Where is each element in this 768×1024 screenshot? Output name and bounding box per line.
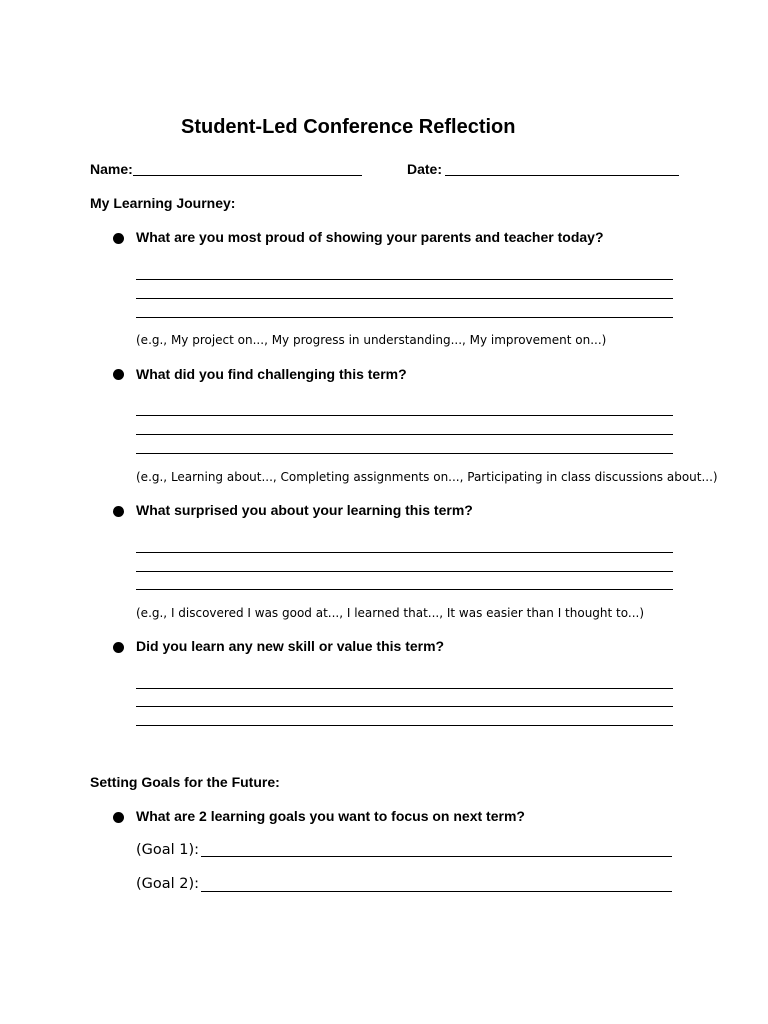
answer-line[interactable] (136, 571, 673, 572)
date-label: Date: (407, 161, 443, 177)
answer-line[interactable] (136, 688, 673, 689)
bullet-icon (113, 812, 124, 823)
answer-line[interactable] (136, 317, 673, 318)
bullet-icon (113, 233, 124, 244)
bullet-icon (113, 369, 124, 380)
goals-heading: Setting Goals for the Future: (90, 774, 280, 790)
example-hint: (e.g., Learning about..., Completing assignments on..., Participating in class discussions about...) (136, 470, 718, 484)
answer-line[interactable] (136, 415, 673, 416)
question-surprised: What surprised you about your learning this term? (136, 502, 473, 518)
name-field-line[interactable] (133, 175, 362, 176)
date-field-line[interactable] (445, 175, 679, 176)
answer-line[interactable] (136, 706, 673, 707)
goal-2-field-line[interactable] (201, 891, 672, 892)
answer-line[interactable] (136, 552, 673, 553)
question-new-skill: Did you learn any new skill or value this term? (136, 638, 445, 654)
answer-line[interactable] (136, 725, 673, 726)
goal-2-label: (Goal 2): (136, 876, 200, 892)
learning-journey-heading: My Learning Journey: (90, 195, 236, 211)
example-hint: (e.g., My project on..., My progress in understanding..., My improvement on...) (136, 333, 607, 347)
goal-1-label: (Goal 1): (136, 842, 200, 858)
bullet-icon (113, 642, 124, 653)
goal-1-field-line[interactable] (201, 856, 672, 857)
answer-line[interactable] (136, 589, 673, 590)
answer-line[interactable] (136, 434, 673, 435)
answer-line[interactable] (136, 298, 673, 299)
bullet-icon (113, 506, 124, 517)
answer-line[interactable] (136, 279, 673, 280)
name-label: Name: (90, 161, 133, 177)
question-goals: What are 2 learning goals you want to focus on next term? (136, 808, 525, 824)
question-challenging: What did you find challenging this term? (136, 366, 407, 382)
answer-line[interactable] (136, 453, 673, 454)
page-title: Student-Led Conference Reflection (181, 116, 516, 138)
question-proud: What are you most proud of showing your parents and teacher today? (136, 229, 604, 245)
example-hint: (e.g., I discovered I was good at..., I learned that..., It was easier than I thought to...) (136, 606, 645, 620)
